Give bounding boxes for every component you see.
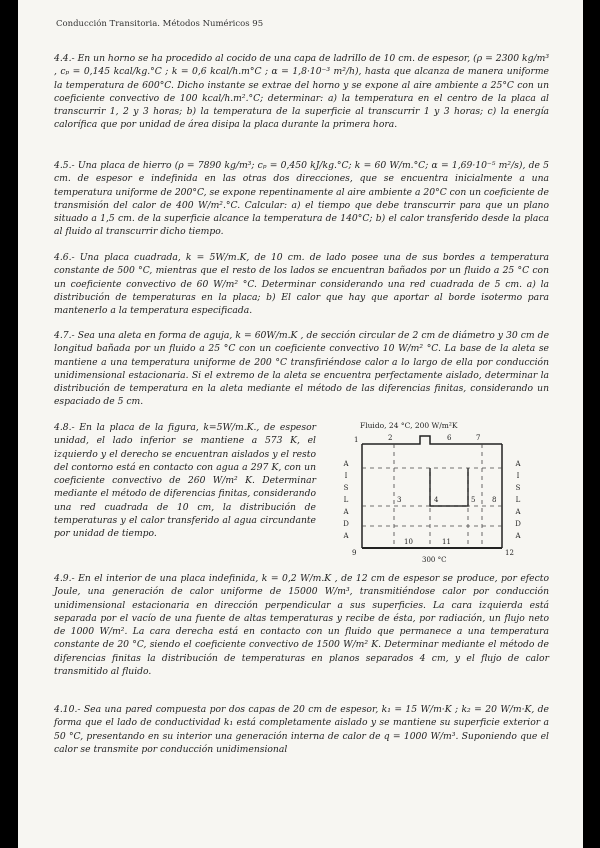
problem-4-8: 4.8.- En la placa de la figura, k=5W/m.K., de espesor unidad, el lado inferior se mantiene a 573 K, el izquierdo y el derecho se encuentran aislados y el resto del contorno está en contacto con agua a 297 K, con un coeficiente convectivo de 260 W/m² K. Determinar mediante el método de diferencias finitas, considerando una red cuadrada de 10 cm, la distribución de temperaturas y el calor transferido al agua circundante por unidad de tiempo. — [54, 422, 316, 540]
svg-text:A: A — [343, 532, 349, 540]
finite-difference-grid — [362, 444, 502, 548]
node-8-label: 8 — [492, 496, 497, 504]
problem-4-9: 4.9.- En el interior de una placa indefinida, k = 0,2 W/m.K , de 12 cm de espesor se produce, por efecto Joule, una generación de calor uniforme de 15000 W/m³, transmitiéndose calor por conducción unidimensional estacionaria en dirección perpendicular a sus superficies. La cara izquierda está separada por el vacío de una fuente de altas temperaturas y recibe de ésta, por radiación, un flujo neto de 1000 W/m². La cara derecha está en contacto con un fluido que permanece a una temperatura constante de 20 °C, siendo el coeficiente convectivo de 1500 W/m² K. Determinar mediante el método de diferencias finitas la distribución de temperaturas en planos separados 4 cm, y el flujo de calor transmitido al fluido. — [54, 573, 549, 678]
svg-text:L: L — [343, 496, 349, 504]
figure-title: Fluido, 24 °C, 200 W/m²K — [360, 421, 458, 430]
node-1-label: 1 — [354, 436, 359, 444]
node-9-label: 9 — [352, 549, 357, 557]
node-6-label: 6 — [447, 434, 452, 442]
svg-text:A: A — [343, 460, 349, 468]
node-5-label: 5 — [471, 496, 476, 504]
node-4-label: 4 — [434, 496, 439, 504]
svg-text:I: I — [516, 472, 520, 480]
plate-grid-diagram — [322, 418, 550, 570]
problem-4-5: 4.5.- Una placa de hierro (ρ = 7890 kg/m³; cₚ = 0,450 kJ/kg.°C; k = 60 W/m.°C; α = 1,69·10⁻⁵ m²/s), de 5 cm. de espesor e indefinida en las otras dos direcciones, que se encuentra inicialmente a una temperatura uniforme de 200°C, se expone repentinamente al aire ambiente a 20°C con un coeficiente de transmisión del calor de 400 W/m².°C. Calcular: a) el tiempo que debe transcurrir para que un plano situado a 1,5 cm. de la superficie alcance la temperatura de 140°C; b) el calor transferido desde la placa al fluido al transcurrir dicho tiempo. — [54, 160, 549, 238]
svg-text:S: S — [515, 484, 521, 492]
svg-text:I: I — [344, 472, 348, 480]
page-header: Conducción Transitoria. Métodos Numéricos 95 — [56, 19, 264, 29]
plate-top-edge — [362, 436, 502, 444]
svg-text:A: A — [515, 460, 521, 468]
svg-text:L: L — [515, 496, 521, 504]
problem-4-10: 4.10.- Sea una pared compuesta por dos capas de 20 cm de espesor, k₁ = 15 W/m·K ; k₂ = 20 W/m·K, de forma que el lado de conductividad k₁ está completamente aislado y se mantiene su superficie exterior a 50 °C, presentando en su interior una generación interna de calor de q = 1000 W/m³. Suponiendo que el calor se transmite por conducción unidimensional — [54, 704, 549, 755]
svg-text:A: A — [515, 532, 521, 540]
node-10-label: 10 — [404, 538, 413, 546]
svg-text:S: S — [343, 484, 349, 492]
plate-figure — [322, 418, 550, 570]
svg-text:D: D — [343, 520, 349, 528]
problem-4-7: 4.7.- Sea una aleta en forma de aguja, k = 60W/m.K , de sección circular de 2 cm de diámetro y 30 cm de longitud bañada por un fluido a 25 °C con un coeficiente convectivo 10 W/m² °C. La base de la aleta se mantiene a una temperatura uniforme de 200 °C transfiriéndose calor a lo largo de ella por conducción unidimensional estacionaria. Si el extremo de la aleta se encuentra perfectamente aislado, determinar la distribución de temperatura en la aleta mediante el método de las diferencias finitas, considerando un espaciado de 5 cm. — [54, 330, 549, 408]
problem-4-4: 4.4.- En un horno se ha procedido al cocido de una capa de ladrillo de 10 cm. de espesor, (ρ = 2300 kg/m³ , cₚ = 0,145 kcal/kg.°C ; k = 0,6 kcal/h.m°C ; α = 1,8·10⁻³ m²/h), hasta que alcanza de manera uniforme la temperatura de 600°C. Dicho instante se extrae del horno y se expone al aire ambiente a 25°C con un coeficiente convectivo de 100 kcal/h.m².°C; determinar: a) la temperatura en el centro de la placa al transcurrir 1, 2 y 3 horas; b) la temperatura de la superficie al transcurrir 1 y 3 horas; c) la energía calorífica que por unidad de área disipa la placa durante la primera hora. — [54, 53, 549, 131]
node-labels — [352, 434, 514, 557]
node-2-label: 2 — [388, 434, 393, 442]
svg-text:A: A — [343, 508, 349, 516]
problem-4-6: 4.6.- Una placa cuadrada, k = 5W/m.K, de 10 cm. de lado posee una de sus bordes a temperatura constante de 500 °C, mientras que el resto de los lados se encuentran bañados por un fluido a 25 °C con un coeficiente convectivo de 60 W/m² °C. Determinar considerando una red cuadrada de 5 cm. a) la distribución de temperaturas en la placa; b) El calor que hay que aportar al borde isotermo para mantenerlo a la temperatura especificada. — [54, 252, 549, 317]
svg-text:D: D — [515, 520, 521, 528]
node-3-label: 3 — [397, 496, 402, 504]
node-7-label: 7 — [476, 434, 481, 442]
left-insulated-label — [342, 460, 349, 540]
svg-text:A: A — [515, 508, 521, 516]
node-11-label: 11 — [442, 538, 451, 546]
document-page — [18, 0, 583, 848]
right-insulated-label — [514, 460, 521, 540]
node-12-label: 12 — [505, 549, 514, 557]
bottom-temperature-label: 300 °C — [422, 556, 447, 564]
